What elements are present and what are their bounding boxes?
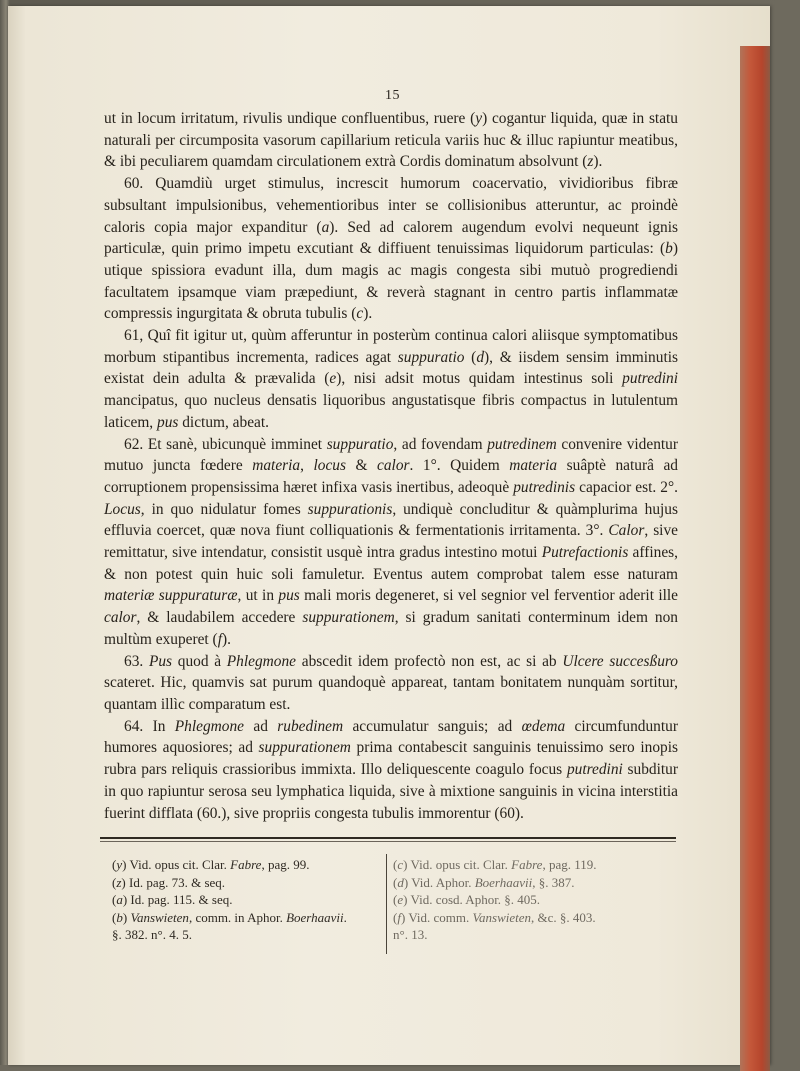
footnote-rule xyxy=(100,837,676,839)
footnote-right-4: n°. 13. xyxy=(393,927,428,942)
footnote-left-0: (y) Vid. opus cit. Clar. Fabre, pag. 99. xyxy=(112,857,310,872)
footnote-rule-thin xyxy=(100,841,676,842)
footnote-left-2: (a) Id. pag. 115. & seq. xyxy=(112,892,233,907)
paragraph-2: 61, Quî fit igitur ut, quùm afferuntur in posterùm continua calori aliisque symptomatibus morbum stipantibus incrementa, radices agat suppuratio (d), & iisdem sensim imminutis existat dein adulta & prævalida (e), nisi adsit motus quidam intestinus soli putredini mancipatus, quo nucleus densatis liquoribus angustatisque fibris compactus in lutulentum laticem, pus dictum, abeat. xyxy=(104,327,678,431)
footnote-left-1: (z) Id. pag. 73. & seq. xyxy=(112,874,226,890)
paragraph-3: 62. Et sanè, ubicunquè imminet suppuratio, ad fovendam putredinem convenire videntur mutuo juncta fœdere materia, locus & calor. 1°. Quidem materia suâptè naturâ ad corruptionem propensissima hæret infixa vasis inertibus, adeoquè putredinis capacior est. 2°. Locus, in quo nidulatur fomes suppurationis, undiquè concluditur & quàmplurima hujus effluvia coercet, quæ nova fiunt colliquationis & fermentationis irritamenta. 3°. Calor, sive remittatur, sive intendatur, consistit usquè intra gradus intestino motui Putrefactionis affines, & non potest quin huic soli famuletur. Eventus autem comprobat talem esse naturam materiæ suppuraturæ, ut in pus mali moris degeneret, si vel segnior vel ferventior aderit ille calor, & laudabilem accedere suppurationem, si gradum sanitati conterminum idem non multùm exuperet (f). xyxy=(104,435,678,648)
footnote-right-0: (c) Vid. opus cit. Clar. Fabre, pag. 119. xyxy=(393,857,597,872)
paragraph-4: 63. Pus quod à Phlegmone abscedit idem profectò non est, ac si ab Ulcere succesßuro scateret. Hic, quamvis sat purum quandoquè appareat, tantam bonitatem nunquàm sortitur, quantam illìc comparatum est. xyxy=(104,652,679,713)
red-page-edge xyxy=(740,46,770,1071)
paragraph-5: 64. In Phlegmone ad rubedinem accumulatur sanguis; ad œdema circumfunduntur humores aquosiores; ad suppurationem prima contabescit sanguinis tenuissimo sero inopis rubra pars reliquis crassioribus immixta. Illo deliquescente coagulo focus putredini subditur in quo rapiuntur serosa seu lymphatica liquida, sive à mixtione sanguinis in vicina interstitia fuerint difflata (60.), sive propriis congesta tubulis immorentur (60). xyxy=(104,717,679,822)
footnotes-right-column xyxy=(393,856,681,944)
footnote-left-4: §. 382. n°. 4. 5. xyxy=(112,927,192,942)
paragraph-1: 60. Quamdiù urget stimulus, increscit humorum coacervatio, vividioribus fibræ subsultant impulsionibus, vehementioribus inter se collisionibus atteruntur, ac proindè caloris copia major expanditur (a). Sed ad calorem augendum evolvi nequeunt ignis particulæ, quin primo impetu excutiant & diffiuent tenuissimas liquidorum particulas: (b) utique spissiora evadunt illa, dum magis ac magis congesta sibi mutuò progrediendi facultatem ipsamque viam præpediunt, & reverà stagnant in centro partis inflammatæ compressis ingurgitata & obruta tubulis (c). xyxy=(104,175,678,323)
footnote-column-divider xyxy=(386,854,387,954)
page-number: 15 xyxy=(385,88,400,103)
paragraph-0: ut in locum irritatum, rivulis undique confluentibus, ruere (y) cogantur liquida, quæ in statu naturali per circumposita vasorum capillarium reticula variis huc & illuc rapiuntur meatibus, & ibi peculiarem quamdam circulationem extrà Cordis dominatum absolvunt (z). xyxy=(104,110,679,171)
footnote-right-3: (f) Vid. comm. Vanswieten, &c. §. 403. xyxy=(393,909,596,925)
main-text xyxy=(104,108,678,824)
footnote-left-3: (b) Vanswieten, comm. in Aphor. Boerhaavii. xyxy=(112,909,347,925)
footnotes-left-column xyxy=(112,856,382,944)
footnote-right-1: (d) Vid. Aphor. Boerhaavii, §. 387. xyxy=(393,874,575,890)
footnote-right-2: (e) Vid. cosd. Aphor. §. 405. xyxy=(393,892,541,907)
